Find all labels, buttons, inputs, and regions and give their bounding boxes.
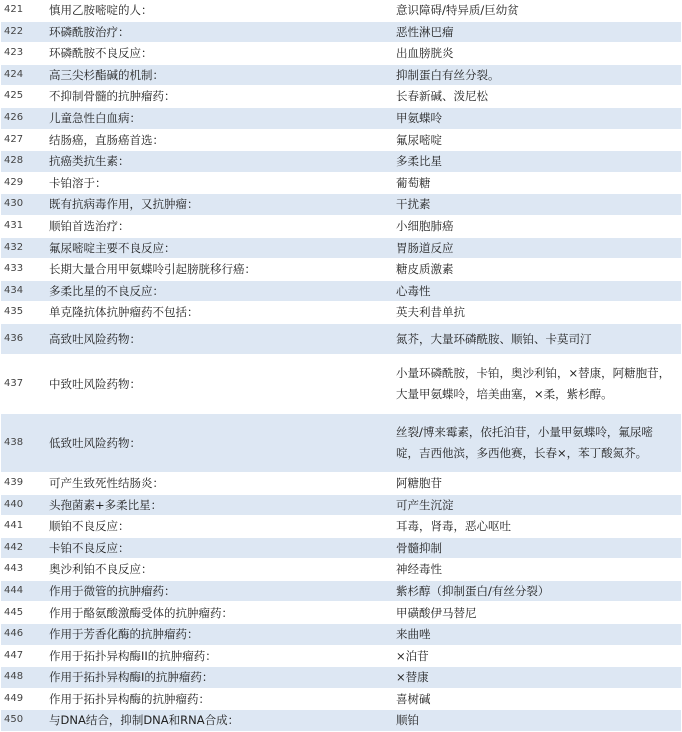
row-number: 424 <box>1 64 48 86</box>
table-row <box>1 624 681 646</box>
answer-cell: 耳毒，肾毒，恶心呕吐 <box>391 516 681 538</box>
answer-cell: 神经毒性 <box>391 559 681 581</box>
qa-table-body <box>1 0 681 732</box>
row-number: 432 <box>1 237 48 259</box>
question-cell: 中致吐风险药物： <box>48 354 391 413</box>
row-number: 450 <box>1 710 48 732</box>
row-number: 438 <box>1 413 48 472</box>
row-number: 422 <box>1 21 48 43</box>
answer-cell: 氟尿嘧啶 <box>391 129 681 151</box>
question-cell: 卡铂溶于： <box>48 172 391 194</box>
table-row <box>1 215 681 237</box>
question-cell: 儿童急性白血病： <box>48 107 391 129</box>
answer-cell: 多柔比星 <box>391 151 681 173</box>
answer-cell: 喜树碱 <box>391 688 681 710</box>
row-number: 421 <box>1 0 48 21</box>
answer-cell: 阿糖胞苷 <box>391 472 681 494</box>
question-cell: 单克隆抗体抗肿瘤药不包括： <box>48 302 391 324</box>
row-number: 431 <box>1 215 48 237</box>
question-cell: 顺铂首选治疗： <box>48 215 391 237</box>
answer-cell: 恶性淋巴瘤 <box>391 21 681 43</box>
question-cell: 可产生致死性结肠炎： <box>48 472 391 494</box>
table-row <box>1 354 681 413</box>
question-cell: 结肠癌，直肠癌首选： <box>48 129 391 151</box>
table-row <box>1 472 681 494</box>
question-cell: 作用于拓扑异构酶的抗肿瘤药： <box>48 688 391 710</box>
answer-cell: 胃肠道反应 <box>391 237 681 259</box>
row-number: 436 <box>1 323 48 354</box>
table-row <box>1 602 681 624</box>
row-number: 423 <box>1 43 48 65</box>
row-number: 430 <box>1 194 48 216</box>
question-cell: 既有抗病毒作用，又抗肿瘤： <box>48 194 391 216</box>
answer-cell: 干扰素 <box>391 194 681 216</box>
question-cell: 高三尖杉酯碱的机制： <box>48 64 391 86</box>
row-number: 447 <box>1 645 48 667</box>
row-number: 440 <box>1 494 48 516</box>
answer-cell: 小细胞肺癌 <box>391 215 681 237</box>
question-cell: 长期大量合用甲氨蝶呤引起膀胱移行癌： <box>48 259 391 281</box>
table-row <box>1 494 681 516</box>
answer-cell: 氮芥，大量环磷酰胺、顺铂、卡莫司汀 <box>391 323 681 354</box>
question-cell: 奥沙利铂不良反应： <box>48 559 391 581</box>
table-row <box>1 86 681 108</box>
table-row <box>1 194 681 216</box>
row-number: 429 <box>1 172 48 194</box>
row-number: 428 <box>1 151 48 173</box>
table-row <box>1 107 681 129</box>
answer-cell: 心毒性 <box>391 280 681 302</box>
table-row <box>1 667 681 689</box>
row-number: 449 <box>1 688 48 710</box>
answer-cell: 小量环磷酰胺，卡铂，奥沙利铂，×替康，阿糖胞苷，大量甲氨蝶呤，培美曲塞，×柔，紫杉醇。 <box>391 354 681 413</box>
answer-cell: 意识障碍/特异质/巨幼贫 <box>391 0 681 21</box>
table-row <box>1 0 681 21</box>
answer-cell: 长春新碱、泼尼松 <box>391 86 681 108</box>
question-cell: 作用于微管的抗肿瘤药： <box>48 580 391 602</box>
row-number: 446 <box>1 624 48 646</box>
row-number: 441 <box>1 516 48 538</box>
answer-cell: 紫杉醇（抑制蛋白/有丝分裂） <box>391 580 681 602</box>
row-number: 448 <box>1 667 48 689</box>
answer-cell: 来曲唑 <box>391 624 681 646</box>
question-cell: 氟尿嘧啶主要不良反应： <box>48 237 391 259</box>
row-number: 442 <box>1 537 48 559</box>
row-number: 426 <box>1 107 48 129</box>
answer-cell: 糖皮质激素 <box>391 259 681 281</box>
qa-table <box>1 0 681 732</box>
question-cell: 作用于拓扑异构酶II的抗肿瘤药： <box>48 645 391 667</box>
row-number: 445 <box>1 602 48 624</box>
table-row <box>1 645 681 667</box>
question-cell: 与DNA结合，抑制DNA和RNA合成： <box>48 710 391 732</box>
answer-cell: 顺铂 <box>391 710 681 732</box>
table-row <box>1 323 681 354</box>
row-number: 427 <box>1 129 48 151</box>
row-number: 444 <box>1 580 48 602</box>
answer-cell: ×泊苷 <box>391 645 681 667</box>
table-row <box>1 559 681 581</box>
question-cell: 高致吐风险药物： <box>48 323 391 354</box>
table-row <box>1 21 681 43</box>
question-cell: 顺铂不良反应： <box>48 516 391 538</box>
question-cell: 卡铂不良反应： <box>48 537 391 559</box>
answer-cell: 甲磺酸伊马替尼 <box>391 602 681 624</box>
table-row <box>1 688 681 710</box>
question-cell: 慎用乙胺嘧啶的人： <box>48 0 391 21</box>
answer-cell: 骨髓抑制 <box>391 537 681 559</box>
question-cell: 环磷酰胺治疗： <box>48 21 391 43</box>
answer-cell: 出血膀胱炎 <box>391 43 681 65</box>
table-row <box>1 151 681 173</box>
answer-cell: 抑制蛋白有丝分裂。 <box>391 64 681 86</box>
row-number: 435 <box>1 302 48 324</box>
table-row <box>1 710 681 732</box>
question-cell: 多柔比星的不良反应： <box>48 280 391 302</box>
table-row <box>1 129 681 151</box>
table-row <box>1 237 681 259</box>
table-row <box>1 537 681 559</box>
answer-cell: 丝裂/博来霉素，依托泊苷，小量甲氨蝶呤，氟尿嘧啶，吉西他滨，多西他赛，长春×，苯丁酸氮芥。 <box>391 413 681 472</box>
row-number: 434 <box>1 280 48 302</box>
table-row <box>1 302 681 324</box>
table-row <box>1 259 681 281</box>
answer-cell: 葡萄糖 <box>391 172 681 194</box>
question-cell: 环磷酰胺不良反应： <box>48 43 391 65</box>
row-number: 433 <box>1 259 48 281</box>
table-row <box>1 64 681 86</box>
answer-cell: 英夫利昔单抗 <box>391 302 681 324</box>
question-cell: 头孢菌素+多柔比星： <box>48 494 391 516</box>
question-cell: 作用于酪氨酸激酶受体的抗肿瘤药： <box>48 602 391 624</box>
answer-cell: 甲氨蝶呤 <box>391 107 681 129</box>
row-number: 437 <box>1 354 48 413</box>
question-cell: 抗癌类抗生素： <box>48 151 391 173</box>
question-cell: 不抑制骨髓的抗肿瘤药： <box>48 86 391 108</box>
answer-cell: ×替康 <box>391 667 681 689</box>
row-number: 439 <box>1 472 48 494</box>
row-number: 425 <box>1 86 48 108</box>
row-number: 443 <box>1 559 48 581</box>
question-cell: 作用于拓扑异构酶I的抗肿瘤药： <box>48 667 391 689</box>
answer-cell: 可产生沉淀 <box>391 494 681 516</box>
table-row <box>1 172 681 194</box>
table-row <box>1 516 681 538</box>
table-row <box>1 43 681 65</box>
table-row <box>1 413 681 472</box>
table-row <box>1 580 681 602</box>
question-cell: 作用于芳香化酶的抗肿瘤药： <box>48 624 391 646</box>
table-row <box>1 280 681 302</box>
question-cell: 低致吐风险药物： <box>48 413 391 472</box>
